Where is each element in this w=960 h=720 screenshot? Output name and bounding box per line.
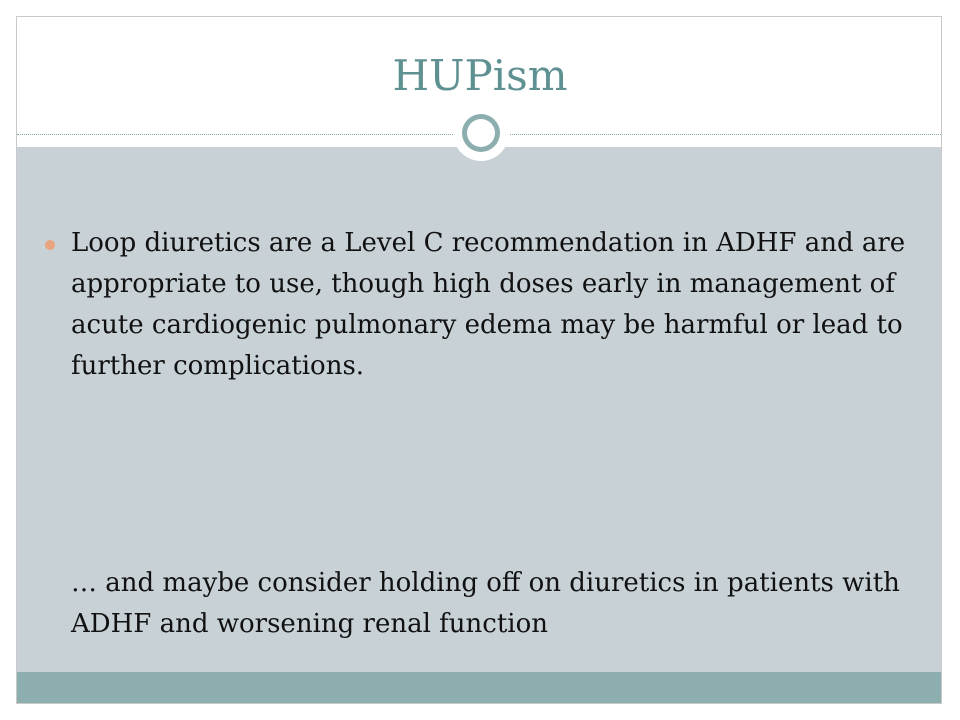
slide-body — [71, 223, 931, 639]
decorative-ring-center — [467, 119, 495, 147]
followup-paragraph: … and maybe consider holding off on diuretics in patients with ADHF and worsening renal function — [71, 568, 900, 639]
slide-frame — [16, 16, 942, 704]
bullet-icon — [45, 240, 55, 250]
bullet-paragraph: Loop diuretics are a Level C recommendation in ADHF and are appropriate to use, though high doses early in management of acute cardiogenic pulmonary edema may be harmful or lead to further complications. — [71, 228, 906, 381]
footer-bar — [17, 672, 942, 704]
slide-title: HUPism — [392, 51, 568, 100]
